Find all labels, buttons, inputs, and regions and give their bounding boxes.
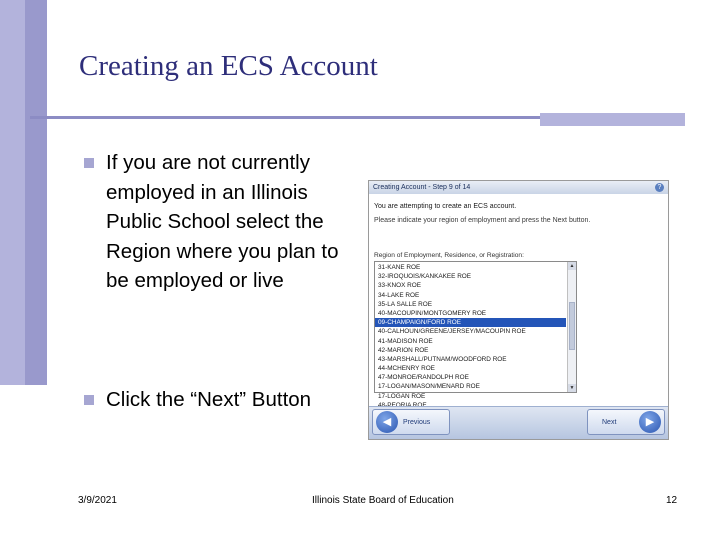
region-option[interactable]: 42-MARION ROE (378, 346, 429, 354)
region-option[interactable]: 40-MACOUPIN/MONTGOMERY ROE (378, 309, 487, 317)
help-icon[interactable]: ? (655, 183, 664, 192)
title-divider-accent (540, 113, 685, 126)
arrow-left-icon: ◀ (376, 411, 398, 433)
bullet-square-icon (84, 158, 94, 168)
region-listbox[interactable] (374, 261, 577, 400)
region-option[interactable]: 17-LOGAN/MASON/MENARD ROE (378, 383, 480, 391)
wizard-header (369, 181, 668, 194)
next-button-label: Next (602, 419, 617, 426)
footer-date: 3/9/2021 (78, 495, 117, 506)
wizard-instructions: Please indicate your region of employment and press the Next button. (374, 217, 591, 224)
region-option[interactable]: 47-MONROE/RANDOLPH ROE (378, 374, 469, 382)
wizard-intro: You are attempting to create an ECS account. (374, 203, 517, 210)
region-option[interactable]: 40-CALHOUN/GREENE/JERSEY/MACOUPIN ROE (378, 328, 526, 336)
account-wizard-screenshot (368, 180, 669, 440)
region-field-label: Region of Employment, Residence, or Registration: (374, 252, 524, 259)
region-option[interactable]: 41-MADISON ROE (378, 337, 433, 345)
region-option[interactable]: 43-MARSHALL/PUTNAM/WOODFORD ROE (378, 355, 507, 363)
wizard-step-title: Creating Account - Step 9 of 14 (373, 184, 471, 191)
scroll-up-icon[interactable]: ▲ (569, 263, 575, 269)
wizard-footer (369, 406, 668, 439)
scroll-thumb[interactable] (569, 302, 575, 350)
previous-button[interactable] (372, 409, 450, 435)
region-option[interactable]: 33-KNOX ROE (378, 282, 421, 290)
bullet-square-icon (84, 395, 94, 405)
region-option[interactable]: 09-CHAMPAIGN/FORD ROE (375, 318, 566, 327)
arrow-right-icon: ▶ (639, 411, 661, 433)
region-option[interactable]: 31-KANE ROE (378, 264, 421, 271)
region-list (375, 263, 566, 410)
next-button[interactable] (587, 409, 665, 435)
region-option[interactable]: 32-IROQUOIS/KANKAKEE ROE (378, 273, 472, 281)
footer-page-number: 12 (666, 495, 678, 506)
previous-button-label: Previous (403, 419, 431, 426)
bullet-text: Click the “Next” Button (106, 388, 312, 411)
footer-organization: Illinois State Board of Education (312, 495, 454, 506)
left-accent-bar-edge (25, 0, 47, 385)
region-option[interactable]: 17-LOGAN ROE (378, 392, 426, 400)
scroll-down-icon[interactable]: ▼ (569, 385, 575, 391)
listbox-scrollbar[interactable] (567, 262, 576, 392)
region-option[interactable]: 44-MCHENRY ROE (378, 365, 435, 373)
region-option[interactable]: 35-LA SALLE ROE (378, 300, 432, 308)
slide-title: Creating an ECS Account (79, 50, 378, 82)
region-option[interactable]: 34-LAKE ROE (378, 291, 420, 299)
bullet-text: If you are not currently employed in an Illinois Public School select the Region where you plan to be employed or live (106, 151, 339, 292)
